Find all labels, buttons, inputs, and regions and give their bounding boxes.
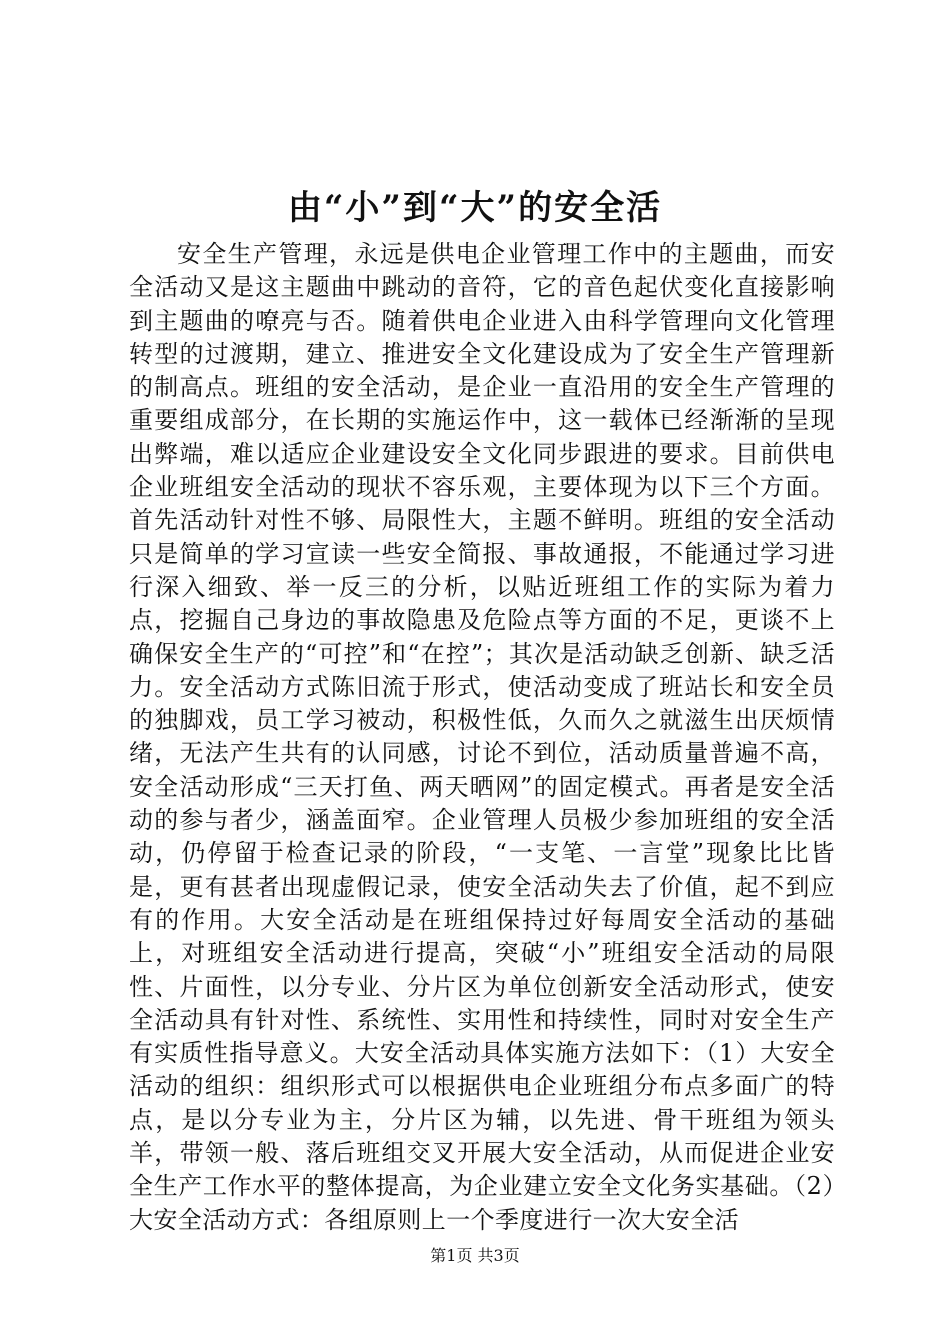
document-title: 由“小”到“大”的安全活 [287, 188, 663, 228]
page-number-footer: 第1页 共3页 [430, 1246, 520, 1265]
document-body-paragraph: 安全生产管理，永远是供电企业管理工作中的主题曲，而安全活动又是这主题曲中跳动的音符，它的音色起伏变化直接影响到主题曲的嘹亮与否。随着供电企业进入由科学管理向文化管理转型的过渡期，建立、推进安全文化建设成为了安全生产管理新的制高点。班组的安全活动，是企业一直沿用的安全生产管理的重要组成部分，在长期的实施运作中，这一载体已经渐渐的呈现出弊端，难以适应企业建设安全文化同步跟进的要求。目前供电企业班组安全活动的现状不容乐观，主要体现为以下三个方面。首先活动针对性不够、局限性大，主题不鲜明。班组的安全活动只是简单的学习宣读一些安全简报、事故通报，不能通过学习进行深入细致、举一反三的分析，以贴近班组工作的实际为着力点，挖掘自己身边的事故隐患及危险点等方面的不足，更谈不上确保安全生产的“可控”和“在控”；其次是活动缺乏创新、缺乏活力。安全活动方式陈旧流于形式，使活动变成了班站长和安全员的独脚戏，员工学习被动，积极性低，久而久之就滋生出厌烦情绪，无法产生共有的认同感，讨论不到位，活动质量普遍不高，安全活动形成“三天打鱼、两天晒网”的固定模式。再者是安全活动的参与者少，涵盖面窄。企业管理人员极少参加班组的安全活动，仍停留于检查记录的阶段，“一支笔、一言堂”现象比比皆是，更有甚者出现虚假记录，使安全活动失去了价值，起不到应有的作用。大安全活动是在班组保持过好每周安全活动的基础上，对班组安全活动进行提高，突破“小”班组安全活动的局限性、片面性，以分专业、分片区为单位创新安全活动形式，使安全活动具有针对性、系统性、实用性和持续性，同时对安全生产有实质性指导意义。大安全活动具体实施方法如下：（1）大安全活动的组织：组织形式可以根据供电企业班组分布点多面广的特点，是以分专业为主，分片区为辅，以先进、骨干班组为领头羊，带领一般、落后班组交叉开展大安全活动，从而促进企业安全生产工作水平的整体提高，为企业建立安全文化务实基础。（2）大安全活动方式：各组原则上一个季度进行一次大安全活 [129, 240, 835, 1234]
